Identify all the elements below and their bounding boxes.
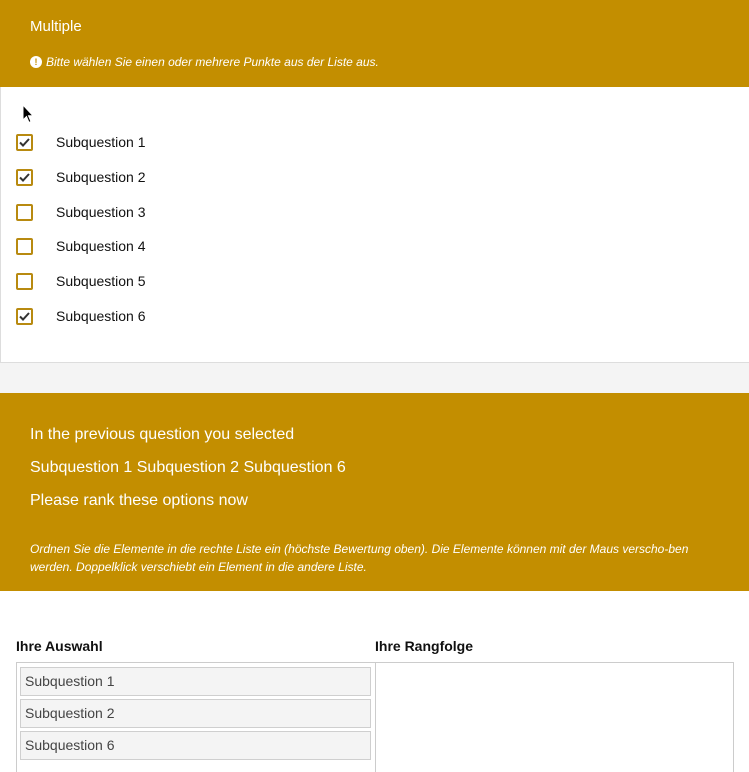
subquestion-option[interactable] bbox=[16, 203, 146, 221]
subquestion-option[interactable] bbox=[16, 272, 146, 290]
subquestion-label[interactable]: Subquestion 2 bbox=[56, 169, 146, 185]
subquestion-option[interactable] bbox=[16, 168, 146, 186]
question1-title: Multiple bbox=[30, 18, 82, 35]
choices-heading: Ihre Auswahl bbox=[16, 638, 103, 654]
checkbox-unchecked[interactable] bbox=[16, 204, 33, 221]
question1-help-text: Bitte wählen Sie einen oder mehrere Punkte aus der Liste aus. bbox=[46, 55, 379, 69]
checkmark-icon bbox=[19, 312, 30, 321]
subquestion-label[interactable]: Subquestion 4 bbox=[56, 238, 146, 254]
exclamation-icon: ! bbox=[30, 56, 42, 68]
checkbox-checked[interactable] bbox=[16, 169, 33, 186]
subquestion-label[interactable]: Subquestion 3 bbox=[56, 204, 146, 220]
checkmark-icon bbox=[19, 138, 30, 147]
choice-item[interactable]: Subquestion 2 bbox=[20, 699, 371, 728]
choice-item[interactable]: Subquestion 6 bbox=[20, 731, 371, 760]
checkmark-icon bbox=[19, 173, 30, 182]
subquestion-label[interactable]: Subquestion 1 bbox=[56, 134, 146, 150]
question1-header bbox=[0, 0, 749, 87]
checkbox-checked[interactable] bbox=[16, 134, 33, 151]
question2-header bbox=[0, 393, 749, 591]
checkbox-unchecked[interactable] bbox=[16, 273, 33, 290]
question2-line2: Subquestion 1 Subquestion 2 Subquestion 6 bbox=[30, 459, 346, 476]
question2-line3: Please rank these options now bbox=[30, 492, 248, 509]
subquestion-label[interactable]: Subquestion 5 bbox=[56, 273, 146, 289]
question1-help bbox=[30, 55, 379, 69]
subquestion-label[interactable]: Subquestion 6 bbox=[56, 308, 146, 324]
question2-help: Ordnen Sie die Elemente in die rechte Liste ein (höchste Bewertung oben). Die Elemente können mit der Maus verscho-ben werden. Doppelklick verschiebt ein Element in die andere Liste. bbox=[30, 542, 689, 574]
checkbox-checked[interactable] bbox=[16, 308, 33, 325]
ranking-list[interactable] bbox=[375, 662, 734, 772]
ranking-heading: Ihre Rangfolge bbox=[375, 638, 474, 654]
subquestion-option[interactable] bbox=[16, 307, 146, 325]
mouse-pointer-icon bbox=[22, 104, 34, 124]
checkbox-unchecked[interactable] bbox=[16, 238, 33, 255]
subquestion-option[interactable] bbox=[16, 133, 146, 151]
question2-line1: In the previous question you selected bbox=[30, 426, 295, 443]
choice-item[interactable]: Subquestion 1 bbox=[20, 667, 371, 696]
subquestion-option[interactable] bbox=[16, 237, 146, 255]
